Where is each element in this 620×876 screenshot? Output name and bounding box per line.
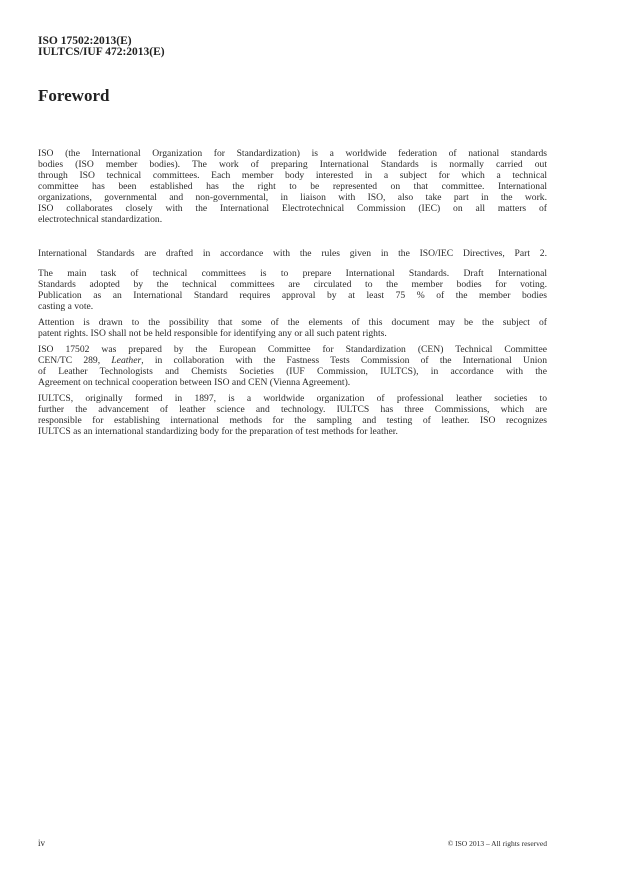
- text-line: organizations, governmental and non-governmental, in liaison with ISO, also take part in the work.: [38, 192, 547, 203]
- standard-number: ISO 17502:2013(E): [38, 35, 132, 47]
- text-line: Publication as an International Standard requires approval by at least 75 % of the member bodies: [38, 290, 547, 301]
- paragraph-directives: [38, 248, 547, 259]
- paragraph-technical-committees: [38, 268, 547, 312]
- text-line: through ISO technical committees. Each member body interested in a subject for which a technical: [38, 170, 547, 181]
- paragraph-iultcs: [38, 393, 547, 437]
- page-title: Foreword: [38, 86, 110, 105]
- text-line: responsible for establishing international methods for the sampling and testing of leather. ISO recognizes: [38, 415, 547, 426]
- text-line: Standards adopted by the technical committees are circulated to the member bodies for voting.: [38, 279, 547, 290]
- text-line: ISO (the International Organization for Standardization) is a worldwide federation of national standards: [38, 148, 547, 159]
- text-line: [38, 355, 547, 366]
- committee-title-leather: Leather: [111, 355, 142, 366]
- text-line: of Leather Technologists and Chemists Societies (IUF Commission, IULTCS), in accordance with the: [38, 366, 547, 377]
- text-line: ISO 17502 was prepared by the European Committee for Standardization (CEN) Technical Committee: [38, 344, 547, 355]
- text-line: Agreement on technical cooperation between ISO and CEN (Vienna Agreement).: [38, 377, 351, 388]
- text-line: International Standards are drafted in accordance with the rules given in the ISO/IEC Directives, Part 2.: [38, 248, 547, 259]
- document-header: [38, 36, 165, 58]
- text-line: The main task of technical committees is to prepare International Standards. Draft International: [38, 268, 547, 279]
- text-line: further the advancement of leather science and technology. IULTCS has three Commissions, which are: [38, 404, 547, 415]
- paragraph-patent-rights: [38, 317, 547, 339]
- text-line: bodies (ISO member bodies). The work of preparing International Standards is normally carried out: [38, 159, 547, 170]
- paragraph-preparation: [38, 344, 547, 388]
- text-line: committee has been established has the right to be represented on that committee. International: [38, 181, 547, 192]
- text-fragment: CEN/TC 289,: [38, 355, 112, 366]
- iultcs-number: IULTCS/IUF 472:2013(E): [38, 46, 165, 58]
- text-fragment: , in collaboration with the Fastness Tests Commission of the International Union: [141, 355, 547, 366]
- text-line: Attention is drawn to the possibility that some of the elements of this document may be the subject of: [38, 317, 547, 328]
- text-line: patent rights. ISO shall not be held responsible for identifying any or all such patent rights.: [38, 328, 387, 339]
- page-number: iv: [38, 838, 46, 848]
- text-line: IULTCS, originally formed in 1897, is a worldwide organization of professional leather societies to: [38, 393, 547, 404]
- paragraph-iso-intro: [38, 148, 547, 225]
- copyright-notice: © ISO 2013 – All rights reserved: [447, 839, 547, 848]
- text-line: ISO collaborates closely with the International Electrotechnical Commission (IEC) on all matters of: [38, 203, 547, 214]
- text-line: electrotechnical standardization.: [38, 214, 163, 225]
- text-line: casting a vote.: [38, 301, 94, 312]
- text-line: IULTCS as an international standardizing body for the preparation of test methods for leather.: [38, 426, 398, 437]
